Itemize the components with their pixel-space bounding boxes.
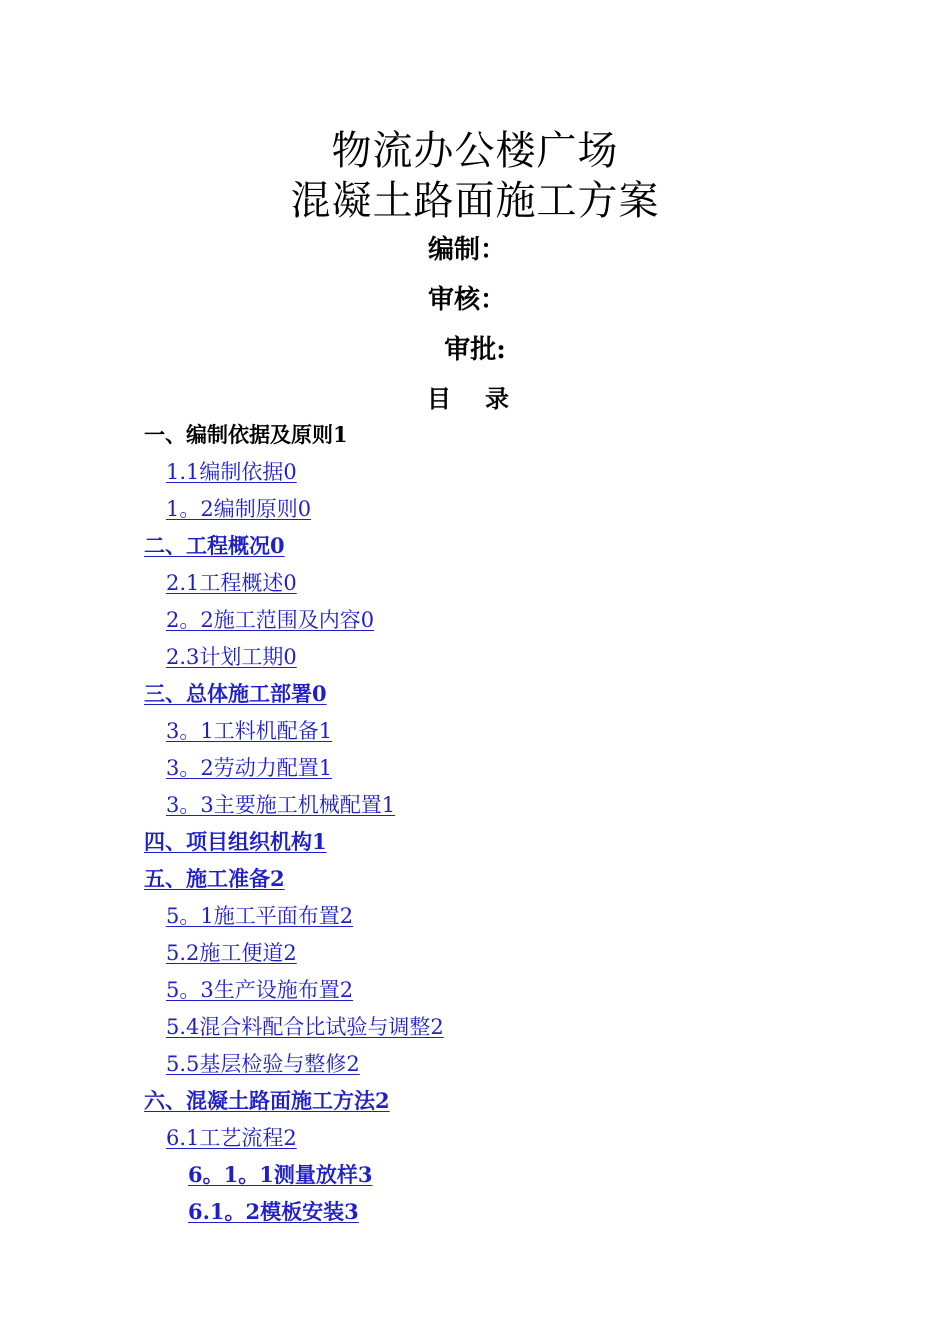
document-title-line2: 混凝土路面施工方案 <box>290 178 660 224</box>
toc-link-2-3[interactable]: 2.3计划工期0 <box>166 645 297 669</box>
toc-link-6-1[interactable]: 6.1工艺流程2 <box>166 1126 297 1150</box>
toc-link-1-1[interactable]: 1.1编制依据0 <box>166 460 297 484</box>
toc-link-3-2[interactable]: 3。2劳动力配置1 <box>166 756 333 780</box>
toc-link-6-1-2[interactable]: 6.1。2模板安装3 <box>188 1199 359 1224</box>
toc-link-section-4[interactable]: 四、项目组织机构1 <box>144 829 327 854</box>
approved-by-label: 审批: <box>444 335 506 365</box>
toc-link-section-5[interactable]: 五、施工准备2 <box>144 866 285 891</box>
reviewed-by-label: 审核： <box>427 285 506 315</box>
toc-link-section-6[interactable]: 六、混凝土路面施工方法2 <box>144 1088 390 1113</box>
toc-link-section-3[interactable]: 三、总体施工部署0 <box>144 681 327 706</box>
toc-entry-section-1: 一、编制依据及原则1 <box>144 422 348 447</box>
toc-link-2-1[interactable]: 2.1工程概述0 <box>166 571 297 595</box>
toc-link-1-2[interactable]: 1。2编制原则0 <box>166 497 312 521</box>
toc-link-5-1[interactable]: 5。1施工平面布置2 <box>166 904 354 928</box>
toc-link-5-5[interactable]: 5.5基层检验与整修2 <box>166 1052 360 1076</box>
toc-link-5-3[interactable]: 5。3生产设施布置2 <box>166 978 354 1002</box>
toc-link-section-2[interactable]: 二、工程概况0 <box>144 533 285 558</box>
toc-link-3-1[interactable]: 3。1工料机配备1 <box>166 719 333 743</box>
toc-link-5-4[interactable]: 5.4混合料配合比试验与调整2 <box>166 1015 444 1039</box>
toc-link-5-2[interactable]: 5.2施工便道2 <box>166 941 297 965</box>
document-title-line1: 物流办公楼广场 <box>331 128 619 174</box>
toc-link-6-1-1[interactable]: 6。1。1测量放样3 <box>188 1162 373 1187</box>
prepared-by-label: 编制： <box>427 235 506 265</box>
toc-link-3-3[interactable]: 3。3主要施工机械配置1 <box>166 793 396 817</box>
toc-heading: 目录 <box>427 384 543 413</box>
toc-link-2-2[interactable]: 2。2施工范围及内容0 <box>166 608 375 632</box>
